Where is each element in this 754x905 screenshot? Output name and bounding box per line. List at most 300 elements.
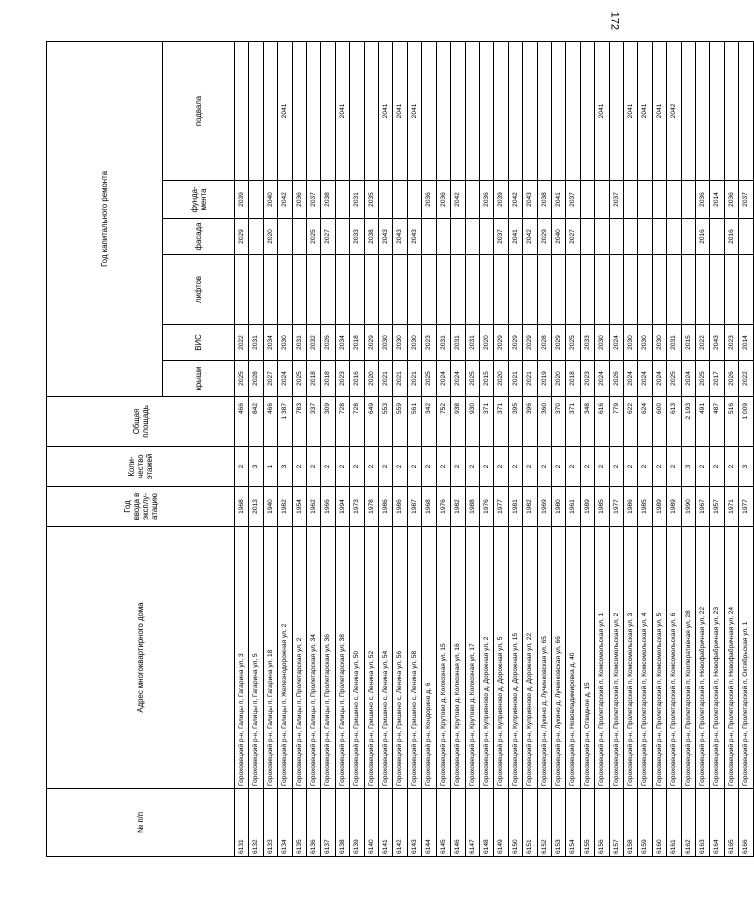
cell-num: 6159 (638, 789, 652, 857)
cell-basement (724, 41, 738, 180)
cell-year: 1968 (235, 487, 249, 527)
cell-facade: 2020 (263, 219, 277, 255)
table-row (696, 41, 710, 856)
table-row (652, 41, 666, 856)
cell-vis: 2022 (235, 325, 249, 361)
cell-num: 6136 (307, 789, 321, 857)
cell-basement: 2041 (407, 41, 421, 180)
cell-num: 6137 (321, 789, 335, 857)
cell-roof: 2015 (479, 361, 493, 397)
header-floors: Коли-чество этажей (47, 447, 235, 487)
cell-area: 2 193 (681, 397, 695, 447)
cell-num: 6144 (422, 789, 436, 857)
cell-facade: 2025 (307, 219, 321, 255)
cell-roof: 2026 (609, 361, 623, 397)
cell-facade: 2016 (724, 219, 738, 255)
cell-year: 1989 (580, 487, 594, 527)
cell-address: Гороховецкий р-н, Куприяново д, Дорожная ул, 15 (508, 527, 522, 789)
cell-floors: 2 (667, 447, 681, 487)
cell-floors: 2 (307, 447, 321, 487)
table-row (307, 41, 321, 856)
cell-roof: 2020 (364, 361, 378, 397)
cell-vis: 2031 (667, 325, 681, 361)
cell-facade (249, 219, 263, 255)
cell-floors: 2 (350, 447, 364, 487)
cell-facade: 2038 (364, 219, 378, 255)
cell-facade (623, 219, 637, 255)
cell-roof: 2021 (379, 361, 393, 397)
cell-num: 6131 (235, 789, 249, 857)
cell-area: 728 (350, 397, 364, 447)
cell-address: Гороховецкий р-н, Гришино с, Ленина ул, 56 (393, 527, 407, 789)
cell-roof: 2026 (724, 361, 738, 397)
cell-lift (696, 255, 710, 325)
cell-address: Гороховецкий р-н, Гришино с, Ленина ул, 58 (407, 527, 421, 789)
cell-roof: 2024 (451, 361, 465, 397)
cell-vis: 2018 (350, 325, 364, 361)
cell-lift (508, 255, 522, 325)
cell-year: 1986 (379, 487, 393, 527)
cell-lift (537, 255, 551, 325)
table-row (623, 41, 637, 856)
cell-area: 309 (321, 397, 335, 447)
cell-num: 6164 (710, 789, 724, 857)
cell-num: 6134 (278, 789, 292, 857)
cell-area: 600 (652, 397, 666, 447)
cell-facade (609, 219, 623, 255)
cell-address: Гороховецкий р-н, Галицы п, Пролетарская ул, 36 (321, 527, 335, 789)
cell-facade (681, 219, 695, 255)
cell-num: 6150 (508, 789, 522, 857)
cell-floors: 2 (638, 447, 652, 487)
cell-num: 6158 (623, 789, 637, 857)
cell-address: Гороховецкий р-н, Пролетарский п, Кооперативная ул, 28 (681, 527, 695, 789)
cell-floors: 2 (623, 447, 637, 487)
cell-year: 1985 (595, 487, 609, 527)
cell-roof: 2018 (307, 361, 321, 397)
cell-basement (249, 41, 263, 180)
cell-foundation: 2036 (422, 181, 436, 219)
cell-area: 553 (379, 397, 393, 447)
cell-num: 6145 (436, 789, 450, 857)
cell-address: Гороховецкий р-н, Галицы п, Железнодорожная ул, 2 (278, 527, 292, 789)
cell-vis: 2043 (710, 325, 724, 361)
cell-lift (235, 255, 249, 325)
cell-foundation: 2042 (451, 181, 465, 219)
cell-floors: 2 (379, 447, 393, 487)
cell-vis: 2031 (436, 325, 450, 361)
cell-foundation (667, 181, 681, 219)
cell-foundation (595, 181, 609, 219)
cell-address: Гороховецкий р-н, Куприяново д, Дорожная ул, 2 (479, 527, 493, 789)
cell-floors: 2 (292, 447, 306, 487)
cell-vis: 2030 (595, 325, 609, 361)
cell-vis: 2028 (537, 325, 551, 361)
table-row (364, 41, 378, 856)
cell-area: 1 387 (278, 397, 292, 447)
cell-facade: 2043 (379, 219, 393, 255)
cell-year: 1980 (551, 487, 565, 527)
cell-facade (595, 219, 609, 255)
table-row (508, 41, 522, 856)
cell-floors: 2 (393, 447, 407, 487)
cell-address: Гороховецкий р-н, Галицы п, Гагарина ул, 18 (263, 527, 277, 789)
cell-year: 1962 (307, 487, 321, 527)
cell-facade: 2027 (321, 219, 335, 255)
cell-vis: 2031 (465, 325, 479, 361)
table-row (422, 41, 436, 856)
cell-area: 487 (710, 397, 724, 447)
cell-lift (523, 255, 537, 325)
cell-roof: 2017 (710, 361, 724, 397)
cell-num: 6155 (580, 789, 594, 857)
cell-foundation: 2035 (364, 181, 378, 219)
cell-vis: 2015 (681, 325, 695, 361)
cell-address: Гороховецкий р-н, Галицы п, Пролетарская ул, 38 (335, 527, 349, 789)
cell-foundation: 2037 (566, 181, 580, 219)
table-row (436, 41, 450, 856)
cell-foundation: 2036 (436, 181, 450, 219)
cell-year: 1977 (609, 487, 623, 527)
cell-address: Гороховецкий р-н, Куприяново д, Дорожная ул, 22 (523, 527, 537, 789)
cell-foundation: 2031 (350, 181, 364, 219)
cell-vis: 2029 (364, 325, 378, 361)
cell-address: Гороховецкий р-н, Галицы п, Пролетарская ул, 34 (307, 527, 321, 789)
cell-year: 1976 (436, 487, 450, 527)
cell-basement (451, 41, 465, 180)
cell-year: 1957 (710, 487, 724, 527)
cell-vis: 2033 (580, 325, 594, 361)
cell-num: 6140 (364, 789, 378, 857)
cell-basement: 2041 (278, 41, 292, 180)
table-row (537, 41, 551, 856)
cell-lift (609, 255, 623, 325)
cell-area: 466 (235, 397, 249, 447)
header-roof: крыши (163, 361, 235, 397)
table-row (263, 41, 277, 856)
cell-area: 649 (364, 397, 378, 447)
cell-lift (595, 255, 609, 325)
cell-facade (436, 219, 450, 255)
cell-lift (710, 255, 724, 325)
cell-area: 728 (335, 397, 349, 447)
cell-basement (739, 41, 753, 180)
cell-num: 6152 (537, 789, 551, 857)
cell-roof: 2021 (523, 361, 537, 397)
cell-roof: 2025 (292, 361, 306, 397)
cell-address: Гороховецкий р-н, Пролетарский п, Комсомольская ул, 5 (652, 527, 666, 789)
cell-num: 6163 (696, 789, 710, 857)
table-row (739, 41, 753, 856)
cell-area: 371 (479, 397, 493, 447)
cell-num: 6132 (249, 789, 263, 857)
cell-area: 360 (537, 397, 551, 447)
cell-address: Гороховецкий р-н, Гришино с, Ленина ул, 54 (379, 527, 393, 789)
cell-area: 371 (566, 397, 580, 447)
table-row (465, 41, 479, 856)
cell-area: 779 (609, 397, 623, 447)
cell-facade: 2037 (494, 219, 508, 255)
cell-basement: 2041 (379, 41, 393, 180)
cell-basement (566, 41, 580, 180)
cell-facade: 2041 (508, 219, 522, 255)
repair-schedule-table (46, 41, 754, 857)
table-row (278, 41, 292, 856)
cell-facade (710, 219, 724, 255)
table-row (494, 41, 508, 856)
cell-vis: 2031 (249, 325, 263, 361)
cell-address: Гороховецкий р-н, Пролетарский п, Комсомольская ул, 6 (667, 527, 681, 789)
cell-foundation: 2042 (508, 181, 522, 219)
cell-roof: 2019 (537, 361, 551, 397)
cell-area: 491 (696, 397, 710, 447)
header-basement: подвала (163, 41, 235, 180)
cell-num: 6142 (393, 789, 407, 857)
cell-facade (335, 219, 349, 255)
cell-area: 930 (465, 397, 479, 447)
cell-area: 370 (551, 397, 565, 447)
cell-floors: 3 (249, 447, 263, 487)
cell-floors: 2 (364, 447, 378, 487)
cell-floors: 2 (436, 447, 450, 487)
cell-num: 6138 (335, 789, 349, 857)
cell-vis: 2030 (278, 325, 292, 361)
cell-vis: 2031 (292, 325, 306, 361)
cell-floors: 2 (609, 447, 623, 487)
cell-roof: 2024 (652, 361, 666, 397)
table-row (595, 41, 609, 856)
cell-roof: 2024 (638, 361, 652, 397)
cell-num: 6141 (379, 789, 393, 857)
cell-foundation: 2041 (551, 181, 565, 219)
cell-roof: 2020 (551, 361, 565, 397)
table-row (379, 41, 393, 856)
cell-basement (364, 41, 378, 180)
cell-basement (696, 41, 710, 180)
cell-year: 1981 (508, 487, 522, 527)
table-row (350, 41, 364, 856)
cell-facade: 2029 (235, 219, 249, 255)
cell-year: 1989 (667, 487, 681, 527)
cell-vis: 2030 (652, 325, 666, 361)
cell-vis: 2030 (407, 325, 421, 361)
cell-facade: 2042 (523, 219, 537, 255)
cell-vis: 2031 (451, 325, 465, 361)
cell-year: 1988 (465, 487, 479, 527)
cell-address: Гороховецкий р-н, Крутово д, Колхозная ул, 16 (451, 527, 465, 789)
cell-floors: 2 (407, 447, 421, 487)
cell-facade (422, 219, 436, 255)
cell-basement (494, 41, 508, 180)
cell-area: 559 (393, 397, 407, 447)
cell-vis: 2023 (724, 325, 738, 361)
cell-lift (451, 255, 465, 325)
header-year: Год ввода в эксплу-атацию (47, 487, 235, 527)
cell-year: 1986 (623, 487, 637, 527)
cell-roof: 2024 (623, 361, 637, 397)
cell-floors: 2 (566, 447, 580, 487)
cell-lift (465, 255, 479, 325)
cell-num: 6161 (667, 789, 681, 857)
cell-num: 6146 (451, 789, 465, 857)
cell-year: 1966 (321, 487, 335, 527)
cell-facade (739, 219, 753, 255)
cell-roof: 2025 (696, 361, 710, 397)
header-address: Адрес многоквартирного дома (47, 527, 235, 789)
cell-basement: 2041 (595, 41, 609, 180)
cell-basement (523, 41, 537, 180)
cell-basement (292, 41, 306, 180)
cell-floors: 3 (739, 447, 753, 487)
cell-roof: 2023 (335, 361, 349, 397)
cell-area: 752 (436, 397, 450, 447)
cell-basement (580, 41, 594, 180)
cell-year: 1968 (422, 487, 436, 527)
cell-year: 1971 (724, 487, 738, 527)
cell-basement (710, 41, 724, 180)
cell-foundation: 2037 (609, 181, 623, 219)
cell-foundation (249, 181, 263, 219)
cell-lift (321, 255, 335, 325)
table-row (335, 41, 349, 856)
cell-foundation (652, 181, 666, 219)
cell-num: 6151 (523, 789, 537, 857)
cell-num: 6165 (724, 789, 738, 857)
cell-roof: 2025 (465, 361, 479, 397)
cell-vis: 2014 (739, 325, 753, 361)
cell-foundation (407, 181, 421, 219)
header-num: № п/п (47, 789, 235, 857)
cell-address: Гороховецкий р-н, Отводное д, 15 (580, 527, 594, 789)
cell-year: 1977 (739, 487, 753, 527)
cell-roof: 2020 (494, 361, 508, 397)
cell-year: 1994 (335, 487, 349, 527)
cell-address: Гороховецкий р-н, Галицы п, Гагарина ул, 3 (235, 527, 249, 789)
header-repair: Год капитального ремонта (47, 41, 163, 396)
cell-address: Гороховецкий р-н, Пролетарский п, Октябрьская ул, 1 (739, 527, 753, 789)
cell-vis: 2020 (479, 325, 493, 361)
cell-area: 395 (508, 397, 522, 447)
cell-floors: 2 (595, 447, 609, 487)
cell-vis: 2030 (638, 325, 652, 361)
page-number: 172 (608, 11, 620, 30)
cell-lift (638, 255, 652, 325)
cell-basement (436, 41, 450, 180)
cell-foundation: 2037 (739, 181, 753, 219)
cell-area: 624 (638, 397, 652, 447)
cell-floors: 2 (335, 447, 349, 487)
cell-facade: 2027 (566, 219, 580, 255)
cell-roof: 2018 (566, 361, 580, 397)
cell-basement (321, 41, 335, 180)
cell-foundation: 2042 (278, 181, 292, 219)
cell-floors: 2 (696, 447, 710, 487)
cell-address: Гороховецкий р-н, Крутово д, Колхозная ул, 17 (465, 527, 479, 789)
cell-lift (292, 255, 306, 325)
cell-floors: 2 (710, 447, 724, 487)
cell-area: 622 (623, 397, 637, 447)
table-row (681, 41, 695, 856)
cell-foundation: 2038 (321, 181, 335, 219)
cell-foundation (580, 181, 594, 219)
cell-year: 1987 (407, 487, 421, 527)
cell-basement: 2041 (393, 41, 407, 180)
cell-lift (263, 255, 277, 325)
cell-floors: 2 (321, 447, 335, 487)
cell-roof: 2021 (407, 361, 421, 397)
table-row (724, 41, 738, 856)
cell-roof: 2024 (595, 361, 609, 397)
cell-roof: 2025 (667, 361, 681, 397)
cell-foundation (681, 181, 695, 219)
cell-year: 1982 (451, 487, 465, 527)
table-row (638, 41, 652, 856)
cell-basement (551, 41, 565, 180)
cell-foundation (638, 181, 652, 219)
cell-foundation: 2036 (724, 181, 738, 219)
cell-floors: 2 (652, 447, 666, 487)
cell-roof: 2028 (249, 361, 263, 397)
cell-year: 1982 (523, 487, 537, 527)
cell-area: 1 009 (739, 397, 753, 447)
cell-num: 6160 (652, 789, 666, 857)
table-row (235, 41, 249, 856)
table-row (451, 41, 465, 856)
cell-address: Гороховецкий р-н, Пролетарский п, Комсомольская ул, 4 (638, 527, 652, 789)
cell-area: 466 (263, 397, 277, 447)
cell-area: 348 (580, 397, 594, 447)
cell-area: 342 (422, 397, 436, 447)
cell-year: 1989 (652, 487, 666, 527)
cell-foundation: 2036 (292, 181, 306, 219)
table-row (393, 41, 407, 856)
cell-num: 6139 (350, 789, 364, 857)
cell-area: 616 (595, 397, 609, 447)
header-facade: фасада (163, 219, 235, 255)
cell-area: 561 (407, 397, 421, 447)
cell-foundation (393, 181, 407, 219)
cell-lift (652, 255, 666, 325)
cell-facade: 2040 (551, 219, 565, 255)
cell-floors: 2 (724, 447, 738, 487)
table-row (609, 41, 623, 856)
cell-roof: 2024 (436, 361, 450, 397)
cell-year: 1940 (263, 487, 277, 527)
cell-vis: 2029 (523, 325, 537, 361)
cell-foundation (379, 181, 393, 219)
rotated-table-container (46, 42, 750, 857)
cell-num: 6133 (263, 789, 277, 857)
cell-vis: 2022 (696, 325, 710, 361)
cell-num: 6166 (739, 789, 753, 857)
cell-foundation: 2043 (523, 181, 537, 219)
cell-area: 842 (249, 397, 263, 447)
cell-lift (422, 255, 436, 325)
cell-vis: 2032 (307, 325, 321, 361)
cell-lift (494, 255, 508, 325)
cell-floors: 2 (422, 447, 436, 487)
table-row (551, 41, 565, 856)
cell-facade: 2043 (407, 219, 421, 255)
cell-num: 6157 (609, 789, 623, 857)
cell-num: 6135 (292, 789, 306, 857)
cell-floors: 2 (235, 447, 249, 487)
cell-lift (551, 255, 565, 325)
cell-address: Гороховецкий р-н, Пролетарский п, Комсомольская ул, 3 (623, 527, 637, 789)
cell-lift (350, 255, 364, 325)
cell-lift (379, 255, 393, 325)
cell-vis: 2034 (263, 325, 277, 361)
